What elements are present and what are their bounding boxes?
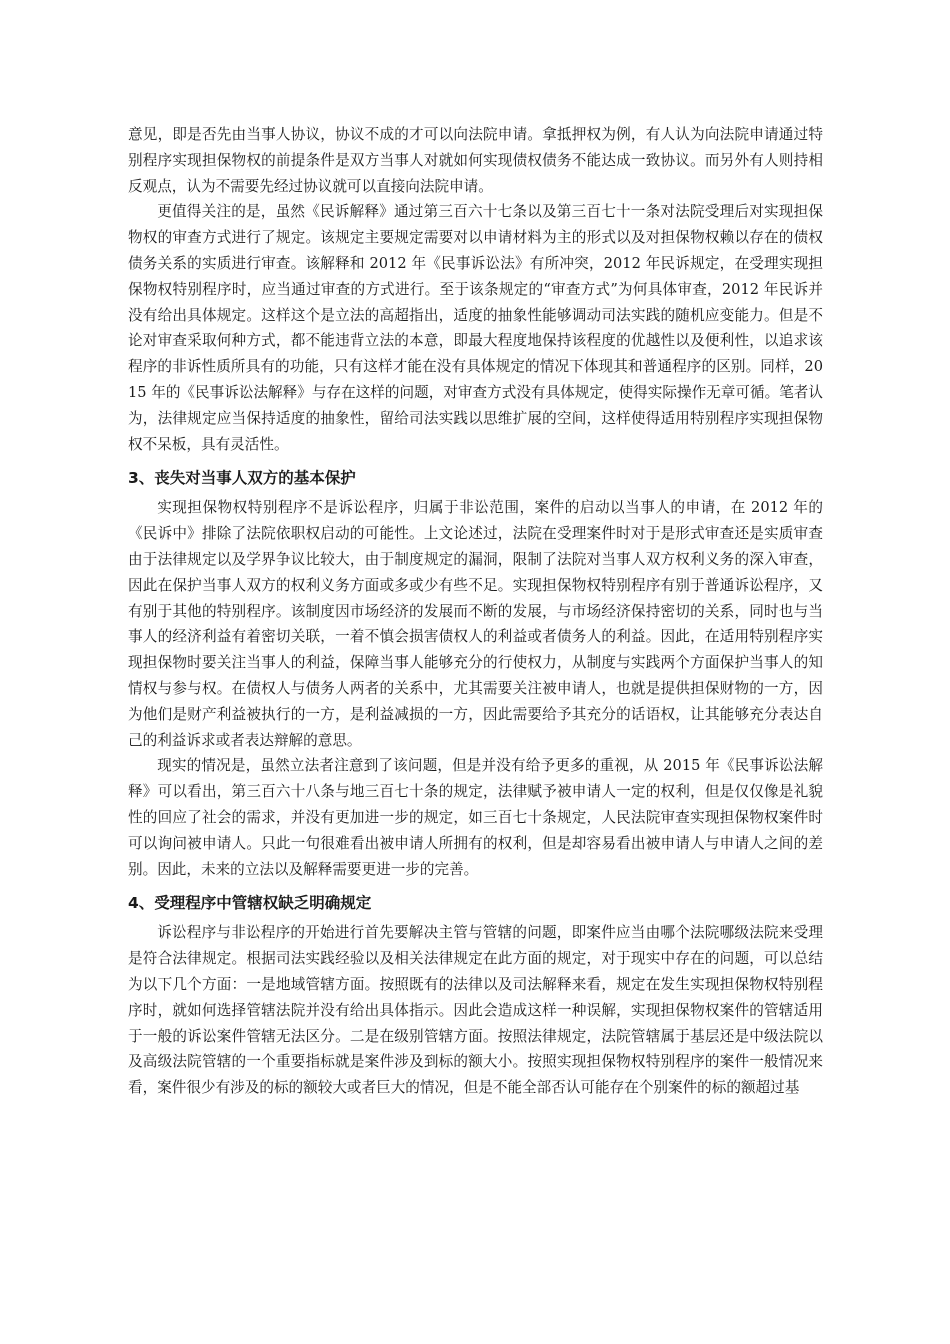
section-heading-4: 4、受理程序中管辖权缺乏明确规定 (128, 894, 372, 913)
paragraph-jurisdiction: 诉讼程序与非讼程序的开始进行首先要解决主管与管辖的问题，即案件应当由哪个法院哪级法院来受理是符合法律规定。根据司法实践经验以及相关法律规定在此方面的规定，对于现实中存在的问题，可以总结为以下几个方面：一是地域管辖方面。按照既有的法律以及司法解释来看，规定在发生实现担保物权特别程序时，就如何选择管辖法院并没有给出具体指示。因此会造成这样一种误解，实现担保物权案件的管辖适用于一般的诉讼案件管辖无法区分。二是在级别管辖方面。按照法律规定，法院管辖属于基层还是中级法院以及高级法院管辖的一个重要指标就是案件涉及到标的额大小。按照实现担保物权特别程序的案件一般情况来看，案件很少有涉及的标的额较大或者巨大的情况，但是不能全部否认可能存在个别案件的标的额超过基 (128, 924, 823, 1097)
paragraph-review-method: 更值得关注的是，虽然《民诉解释》通过第三百六十七条以及第三百七十一条对法院受理后对实现担保物权的审查方式进行了规定。该规定主要规定需要对以申请材料为主的形式以及对担保物权赖以存在的债权债务关系的实质进行审查。该解释和 2012 年《民事诉讼法》有所冲突，2012 年民诉规定，在受理实现担保物权特别程序时，应当通过审查的方式进行。至于该条规定的“审查方式”为何具体审查，2012 年民诉并没有给出具体规定。这样这个是立法的高超指出，适度的抽象性能够调动司法实践的随机应变能力。但是不论对审查采取何种方式，都不能违背立法的本意，即最大程度地保持该程度的优越性以及便利性，以追求该程序的非诉性质所具有的功能，只有这样才能在没有具体规定的情况下体现其和普通程序的区别。同样，2015 年的《民事诉讼法解释》与存在这样的问题，对审查方式没有具体规定，使得实际操作无章可循。笔者认为，法律规定应当保持适度的抽象性，留给司法实践以思维扩展的空间，这样使得适用特别程序实现担保物权不呆板，具有灵活性。 (128, 203, 823, 453)
paragraph-reality: 现实的情况是，虽然立法者注意到了该问题，但是并没有给予更多的重视，从 2015 年《民事诉讼法解释》可以看出，第三百六十八条与地三百七十条的规定，法律赋予被申请人一定的权利，但是仅仅像是礼貌性的回应了社会的需求，并没有更加进一步的规定，如三百七十条规定，人民法院审查实现担保物权案件时可以询问被申请人。只此一句很难看出被申请人所拥有的权利，但是却容易看出被申请人与申请人之间的差别。因此，未来的立法以及解释需要更进一步的完善。 (128, 757, 823, 878)
document-body (128, 122, 823, 1101)
paragraph-party-protection: 实现担保物权特别程序不是诉讼程序，归属于非讼范围，案件的启动以当事人的申请，在 2012 年的《民诉中》排除了法院依职权启动的可能性。上文论述过，法院在受理案件时对于是形式审查还是实质审查由于法律规定以及学界争议比较大，由于制度规定的漏洞，限制了法院对当事人双方权利义务的深入审查，因此在保护当事人双方的权利义务方面或多或少有些不足。实现担保物权特别程序有别于普通诉讼程序，又有别于其他的特别程序。该制度因市场经济的发展而不断的发展，与市场经济保持密切的关系，同时也与当事人的经济利益有着密切关联，一着不慎会损害债权人的利益或者债务人的利益。因此，在适用特别程序实现担保物时要关注当事人的利益，保障当事人能够充分的行使权力，从制度与实践两个方面保护当事人的知情权与参与权。在债权人与债务人两者的关系中，尤其需要关注被申请人，也就是提供担保财物的一方，因为他们是财产利益被执行的一方，是利益减损的一方，因此需要给予其充分的话语权，让其能够充分表达自己的利益诉求或者表达辩解的意思。 (128, 499, 823, 749)
paragraph-intro-continuation: 意见，即是否先由当事人协议，协议不成的才可以向法院申请。拿抵押权为例，有人认为向法院申请通过特别程序实现担保物权的前提条件是双方当事人对就如何实现债权债务不能达成一致协议。而另外有人则持相反观点，认为不需要先经过协议就可以直接向法院申请。 (128, 126, 823, 195)
section-heading-3: 3、丧失对当事人双方的基本保护 (128, 469, 356, 488)
